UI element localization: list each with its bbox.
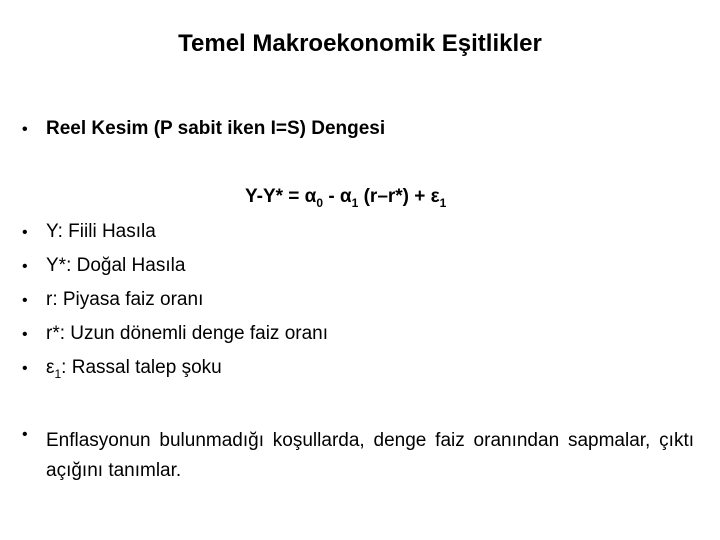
list-item	[22, 289, 328, 323]
equation	[245, 186, 446, 210]
symbol-subscript: 1	[54, 366, 62, 381]
definition-list	[22, 221, 328, 391]
bullet-icon: •	[22, 292, 28, 309]
conclusion-bullet	[22, 426, 694, 486]
definition-text: r*: Uzun dönemli denge faiz oranı	[46, 323, 328, 344]
bullet-icon: •	[22, 326, 28, 343]
heading-bullet-text: Reel Kesim (P sabit iken I=S) Dengesi	[46, 118, 386, 139]
list-item	[22, 323, 328, 357]
bullet-icon: •	[22, 426, 28, 443]
equation-subscript: 1	[439, 195, 447, 210]
conclusion-text: Enflasyonun bulunmadığı koşullarda, denge faiz oranından sapmalar, çıktı açığını tanımlar.	[46, 430, 694, 481]
definition-label: : Rassal talep şoku	[61, 357, 222, 378]
definition-text	[46, 357, 222, 381]
definition-text: Y: Fiili Hasıla	[46, 221, 156, 242]
list-item	[22, 221, 328, 255]
equation-part: (r–r*) + ε	[358, 186, 440, 207]
bullet-icon: •	[22, 258, 28, 275]
heading-bullet	[22, 118, 385, 140]
slide-title: Temel Makroekonomik Eşitlikler	[178, 30, 542, 57]
equation-subscript: 0	[316, 195, 324, 210]
equation-part: - α	[323, 186, 352, 207]
bullet-icon: •	[22, 360, 28, 377]
list-item	[22, 255, 328, 289]
definition-text: r: Piyasa faiz oranı	[46, 289, 204, 310]
definition-text: Y*: Doğal Hasıla	[46, 255, 186, 276]
equation-subscript: 1	[351, 195, 359, 210]
symbol: ε	[46, 357, 55, 378]
bullet-icon: •	[22, 121, 28, 138]
equation-part: Y-Y* = α	[245, 186, 317, 207]
bullet-icon: •	[22, 224, 28, 241]
list-item	[22, 357, 328, 391]
